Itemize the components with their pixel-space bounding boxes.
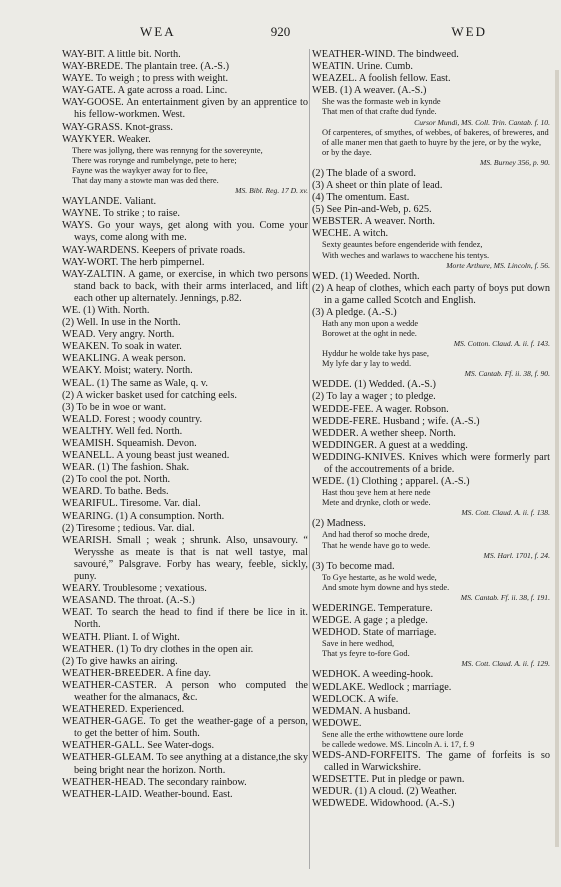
quotation-line: She was the formaste web in kynde — [322, 97, 441, 107]
dictionary-entry: WAYKYER. Weaker. — [62, 133, 151, 145]
quotation-line: My lyfe dar y lay to wedd. — [322, 359, 412, 369]
dictionary-entry: (3) A sheet or thin plate of lead. — [312, 179, 443, 191]
dictionary-entry: WEATH. Pliant. I. of Wight. — [62, 631, 180, 643]
dictionary-entry: WAY-WORT. The herb pimpernel. — [62, 256, 205, 268]
dictionary-entry: (2) A wicker basket used for catching eels. — [62, 389, 237, 401]
dictionary-entry: WEAD. Very angry. North. — [62, 329, 175, 341]
dictionary-entry: WAY-BREDE. The plantain tree. (A.-S.) — [62, 61, 230, 73]
quotation-line: Hast thou ȝeve hem at here nede — [322, 488, 431, 498]
dictionary-entry: WEARY. Troublesome ; vexatious. — [62, 583, 207, 595]
dictionary-entry: WEDDINGER. A guest at a wedding. — [312, 439, 468, 451]
source-reference: MS. Cott. Claud. A. ii. f. 138. — [461, 508, 550, 518]
dictionary-entry: WAY-GRASS. Knot-grass. — [62, 121, 173, 133]
quotation-line: Fayne was the waykyer away for to flee, — [72, 165, 208, 175]
dictionary-entry: WAY-ZALTIN. A game, or exercise, in which two persons stand back to back, with their arms interlaced, and lift each other up alternately. Jennings, p.82. — [62, 268, 308, 304]
dictionary-entry: WEDDING-KNIVES. Knives which were formerly part of the accoutrements of a bride. — [312, 451, 550, 475]
dictionary-entry: WEDDER. A wether sheep. North. — [312, 427, 456, 439]
dictionary-entry: WEAMISH. Squeamish. Devon. — [62, 438, 197, 449]
dictionary-entry: (2) To lay a wager ; to pledge. — [312, 391, 436, 403]
page-edge-shadow — [555, 70, 559, 847]
quotation-line: That ys feyre to-fore God. — [322, 649, 410, 659]
quotation-line: And smote hym downe and hys stede. — [322, 582, 450, 592]
dictionary-entry: WED. (1) Weeded. North. — [312, 270, 420, 282]
dictionary-entry: (3) A pledge. (A.-S.) — [312, 306, 397, 318]
source-reference: Morte Arthure, MS. Lincoln, f. 56. — [446, 260, 550, 270]
dictionary-entry: WEBSTER. A weaver. North. — [312, 216, 435, 228]
dictionary-entry: WAY-GOOSE. An entertainment given by an apprentice to his fellow-workmen. West. — [62, 97, 308, 121]
quotation-line: To Gye hestarte, as he wold wede, — [322, 572, 437, 582]
dictionary-entry: WAYLANDE. Valiant. — [62, 196, 157, 208]
dictionary-entry: WEDOWE. — [312, 717, 362, 729]
dictionary-entry: WEANELL. A young beast just weaned. — [62, 450, 230, 462]
dictionary-entry: WEATHER-GLEAM. To see anything at a distance,the sky being bright near the horizon. North. — [62, 752, 308, 776]
quotation-line: There was rorynge and rumbelynge, pete to here; — [72, 155, 237, 165]
dictionary-entry: WEDLOCK. A wife. — [312, 693, 399, 705]
dictionary-entry: (5) See Pin-and-Web, p. 625. — [312, 204, 432, 216]
dictionary-entry: WAYNE. To strike ; to raise. — [62, 208, 180, 220]
dictionary-entry: WEATHER-CASTER. A person who computed the weather for the almanacs, &c. — [62, 679, 308, 703]
header-left-word: WEA — [140, 24, 176, 39]
column-divider — [309, 49, 310, 869]
dictionary-entry: WE. (1) With. North. — [62, 304, 150, 316]
dictionary-entry: (2) The blade of a sword. — [312, 167, 416, 179]
dictionary-entry: WEAKLING. A weak person. — [62, 353, 186, 365]
dictionary-entry: (2) To cool the pot. North. — [62, 474, 171, 486]
quotation-line: Borowet at the oght in nede. — [322, 329, 417, 339]
dictionary-entry: WEDDE-FEE. A wager. Robson. — [312, 403, 449, 415]
dictionary-entry: WEDE. (1) Clothing ; apparel. (A.-S.) — [312, 476, 470, 488]
dictionary-entry: WEALD. Forest ; woody country. — [62, 413, 203, 425]
dictionary-entry: WEATHER-WIND. The bindweed. — [312, 49, 459, 60]
quotation-line: be callede wedowe. MS. Lincoln A. i. 17, f. 9 — [322, 739, 475, 749]
running-header — [60, 24, 501, 42]
quotation-line: Sexty geauntes before engenderide with fendez, — [322, 240, 483, 250]
quotation-line: Hath any mon upon a wedde — [322, 318, 419, 328]
quotation-line: And had therof so moche drede, — [322, 530, 430, 540]
dictionary-entry: WEATHER-HEAD. The secondary rainbow. — [62, 776, 247, 788]
dictionary-entry: (2) Madness. — [312, 518, 366, 530]
dictionary-entry: WEDMAN. A husband. — [312, 705, 411, 717]
dictionary-entry: WEAT. To search the head to find if there be lice in it. North. — [62, 607, 308, 631]
dictionary-entry: WEDS-AND-FORFEITS. The game of forfeits is so called in Warwickshire. — [312, 750, 550, 774]
dictionary-entry: WAY-WARDENS. Keepers of private roads. — [62, 244, 246, 256]
page-number: 920 — [270, 24, 291, 39]
dictionary-entry: WEARISH. Small ; weak ; shrunk. Also, unsavoury. “ Werysshe as meate is that is nat well tastye, mal savouré,” Palsgrave. Forby has weary, feeble, sickly, puny. — [62, 534, 308, 583]
dictionary-entry: WEALTHY. Well fed. North. — [62, 425, 183, 437]
dictionary-entry: WAYE. To weigh ; to press with weight. — [62, 73, 229, 85]
dictionary-entry: WEAKY. Moist; watery. North. — [62, 365, 193, 377]
quotation-line: There was jollyng, there was rennyng for the sovereynte, — [72, 145, 263, 155]
quotation-line: Save in here wedhod, — [322, 639, 395, 649]
right-column — [312, 49, 550, 811]
source-reference: MS. Bibl. Reg. 17 D. xv. — [235, 186, 308, 196]
dictionary-entry: WEAL. (1) The same as Wale, q. v. — [62, 377, 208, 389]
dictionary-entry: WEAR. (1) The fashion. Shak. — [62, 462, 190, 474]
dictionary-entry: (2) Well. In use in the North. — [62, 317, 181, 329]
source-reference: MS. Burney 356, p. 90. — [479, 157, 550, 167]
dictionary-entry: WEASAND. The throat. (A.-S.) — [62, 595, 195, 607]
source-reference: MS. Harl. 1701, f. 24. — [483, 550, 550, 560]
source-reference: MS. Cantab. Ff. ii. 38, f. 191. — [460, 592, 550, 602]
dictionary-entry: WEATHER-GAGE. To get the weather-gage of a person, to get the better of him. South. — [62, 716, 308, 740]
dictionary-entry: (2) Tiresome ; tedious. Var. dial. — [62, 522, 195, 534]
dictionary-entry: WEDUR. (1) A cloud. (2) Weather. — [312, 786, 457, 798]
dictionary-entry: WEDHOK. A weeding-hook. — [312, 669, 434, 681]
dictionary-entry: (3) To become mad. — [312, 560, 395, 572]
dictionary-entry: WEARD. To bathe. Beds. — [62, 486, 169, 498]
dictionary-entry: (3) To be in woe or want. — [62, 401, 167, 413]
quotation-line: That men of that crafte dud fynde. — [322, 107, 437, 117]
source-reference: Cursor Mundi, MS. Coll. Trin. Cantab. f. 10. — [414, 117, 550, 127]
dictionary-entry: WEATHER-BREEDER. A fine day. — [62, 667, 211, 679]
dictionary-entry: WEATIN. Urine. Cumb. — [312, 61, 413, 73]
dictionary-entry: WEDWEDE. Widowhood. (A.-S.) — [312, 798, 455, 810]
dictionary-entry: WEDERINGE. Temperature. — [312, 602, 433, 614]
dictionary-entry: WEATHER-GALL. See Water-dogs. — [62, 740, 215, 752]
dictionary-entry: WEB. (1) A weaver. (A.-S.) — [312, 85, 427, 97]
dictionary-entry: WEDDE. (1) Wedded. (A.-S.) — [312, 379, 436, 391]
dictionary-entry: WEDHOD. State of marriage. — [312, 627, 437, 639]
dictionary-entry: WAY-GATE. A gate across a road. Linc. — [62, 85, 228, 97]
dictionary-entry: WAY-BIT. A little bit. North. — [62, 49, 181, 60]
dictionary-entry: WEAKEN. To soak in water. — [62, 341, 182, 353]
quotation-line: Mete and drynke, cloth or wede. — [322, 498, 431, 508]
quotation-line: That he wende have go to wede. — [322, 540, 431, 550]
dictionary-entry: WEDLAKE. Wedlock ; marriage. — [312, 681, 452, 693]
dictionary-entry: WEAZEL. A foolish fellow. East. — [312, 73, 451, 85]
dictionary-entry: (4) The omentum. East. — [312, 192, 410, 204]
source-reference: MS. Cantab. Ff. ii. 38, f. 90. — [464, 369, 550, 379]
quotation-line: Hyddur he wolde take hys pase, — [322, 349, 429, 359]
quotation-line: That day many a stowte man was ded there. — [72, 176, 219, 186]
dictionary-entry: WEARING. (1) A consumption. North. — [62, 510, 225, 522]
dictionary-entry: WEATHER-LAID. Weather-bound. East. — [62, 788, 233, 800]
dictionary-entry: (2) A heap of clothes, which each party of boys put down in a game called Scotch and English. — [312, 282, 550, 306]
source-reference: MS. Cott. Claud. A. ii. f. 129. — [461, 659, 550, 669]
dictionary-entry: WEDGE. A gage ; a pledge. — [312, 615, 428, 627]
quotation-line: Sene alle the erthe withowttene oure lorde — [322, 729, 464, 739]
dictionary-entry: WEATHERED. Experienced. — [62, 704, 185, 716]
dictionary-entry: WAYS. Go your ways, get along with you. Come your ways, come along with me. — [62, 220, 308, 244]
quotation-line: Of carpenteres, of smythes, of webbes, of bakeres, of breweres, and of alle maner men that gaeth to huyre by the jere, or by the wyke, or by the daye. — [322, 127, 549, 157]
dictionary-entry: WEDSETTE. Put in pledge or pawn. — [312, 774, 465, 786]
left-column — [62, 49, 308, 801]
dictionary-entry: WEATHER. (1) To dry clothes in the open air. — [62, 643, 254, 655]
quotation-line: With weches and warlaws to wacchene his tentys. — [322, 250, 490, 260]
dictionary-entry: WECHE. A witch. — [312, 228, 389, 240]
dictionary-entry: WEDDE-FERE. Husband ; wife. (A.-S.) — [312, 415, 480, 427]
source-reference: MS. Cotton. Claud. A. ii. f. 143. — [453, 339, 550, 349]
dictionary-entry: (2) To give hawks an airing. — [62, 655, 178, 667]
header-right-word: WED — [451, 24, 487, 39]
dictionary-entry: WEARIFUL. Tiresome. Var. dial. — [62, 498, 201, 510]
